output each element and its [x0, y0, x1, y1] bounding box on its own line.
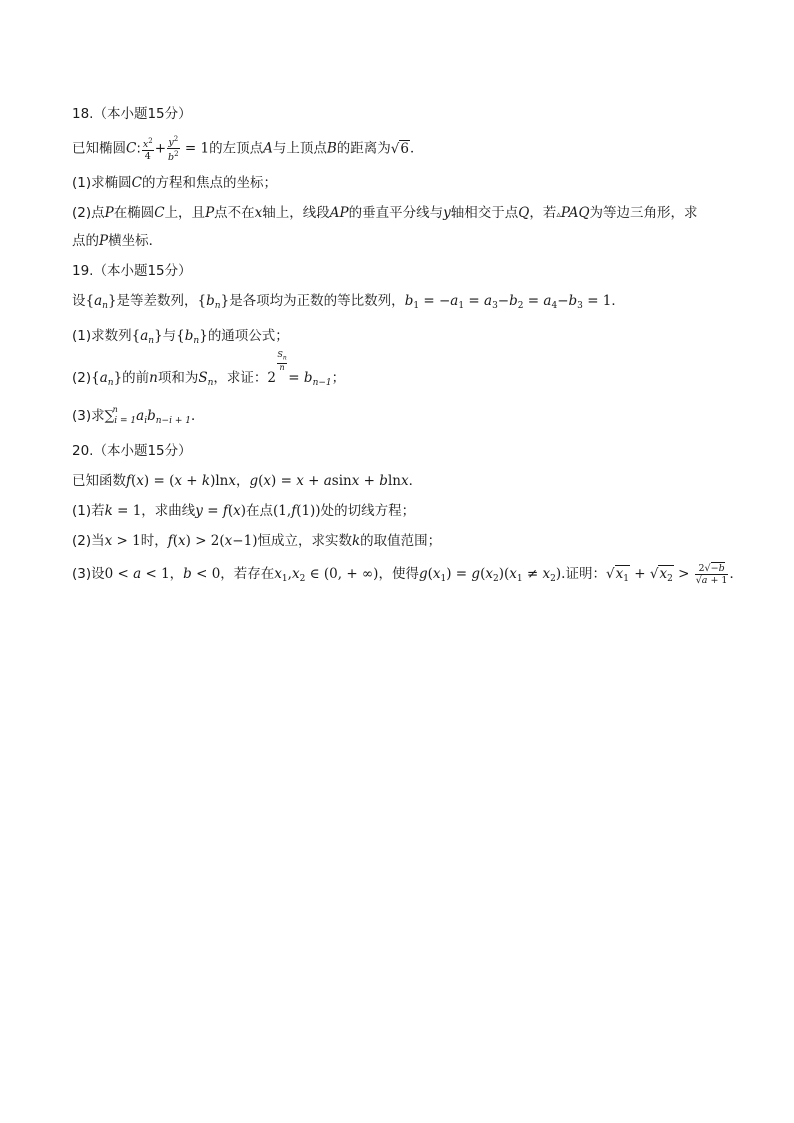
problem-20-header: 20.（本小题15分） — [72, 443, 192, 460]
problem-18-stem: 已知椭圆C: $\frac{x^2}{4}$ + $\frac{y^2}{b^2}$ = 1的左顶点A与上顶点B的距离为√6． — [72, 135, 424, 164]
problem-20-part-1: (1)若k = 1，求曲线y = f(x)在点(1,f(1))处的切线方程； — [72, 503, 416, 520]
problem-20-part-2: (2)当x > 1时，f(x) > 2(x−1)恒成立，求实数k的取值范围； — [72, 533, 442, 550]
problem-19-part-3: (3)求∑ n $_{i = 1}a_ib_{n-i + 1}$． — [72, 405, 205, 427]
problem-19-part-1: (1)求数列$\{a_n\}$与$\{b_n\}$的通项公式； — [72, 328, 289, 347]
problem-20-stem: 已知函数f(x) = (x + k)lnx，g(x) = x + asinx + blnx． — [72, 473, 423, 490]
problem-18-part-2: (2)点P在椭圆C上，且P点不在x轴上，线段AP的垂直平分线与y轴相交于点Q，若▵PAQ为等边三角形，求 — [72, 205, 698, 222]
problem-18-part-1: (1)求椭圆C的方程和焦点的坐标； — [72, 175, 277, 192]
problem-18-part-2-cont: 点的P横坐标． — [72, 233, 163, 250]
problem-19-header: 19.（本小题15分） — [72, 263, 192, 280]
problem-18-header: 18.（本小题15分） — [72, 106, 192, 122]
problem-19-stem: 设$\{a_n\}$是等差数列，$\{b_n\}$是各项均为正数的等比数列，$b_1 = -a_1 = a_3-b_2 = a_4-b_3 = 1$． — [72, 293, 625, 312]
exam-page — [72, 100, 743, 602]
problem-20-part-3: (3)设0 < a < 1，b < 0，若存在$x_1,x_2$ ∈ (0, + ∞)，使得$g(x_1) = g(x_2)(x_1 \ne x_2)$.证明：$√x_1 + √x_2$ > $\frac{2√-b}{√a + 1}$ ． — [72, 562, 743, 586]
problem-19-part-2: $(2)\{a_n\}$的前n项和为$S_n$，求证：2 $S_n$ n = $b_{n-1}$； — [72, 350, 346, 389]
